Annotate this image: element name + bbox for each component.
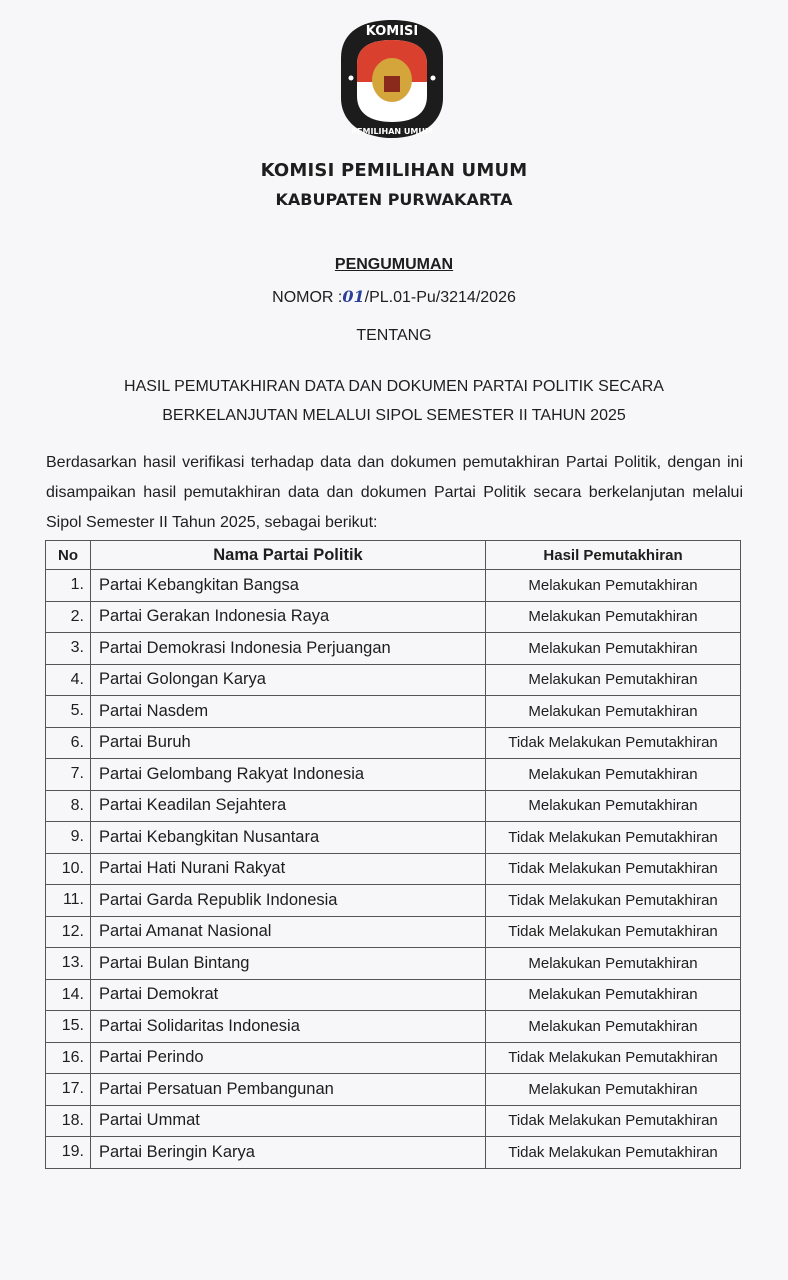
org-region: KABUPATEN PURWAKARTA bbox=[275, 190, 513, 209]
party-results-table bbox=[45, 540, 741, 1169]
emblem-top-text: KOMISI bbox=[365, 24, 419, 39]
party-name: Partai Golongan Karya bbox=[91, 664, 486, 696]
table-row bbox=[46, 1105, 741, 1137]
intro-paragraph: Berdasarkan hasil verifikasi terhadap data dan dokumen pemutakhiran Partai Politik, dengan ini disampaikan hasil pemutakhiran data dan dokumen Partai Politik secara berkelanjutan melalui Sipol Semester II Tahun 2025, sebagai berikut: bbox=[46, 454, 743, 531]
row-number: 3. bbox=[46, 633, 91, 665]
table-row bbox=[46, 1042, 741, 1074]
table-row bbox=[46, 664, 741, 696]
update-result: Melakukan Pemutakhiran bbox=[486, 1074, 741, 1106]
update-result: Melakukan Pemutakhiran bbox=[486, 696, 741, 728]
party-name: Partai Amanat Nasional bbox=[91, 916, 486, 948]
kpu-emblem-icon bbox=[337, 18, 447, 140]
party-name: Partai Gelombang Rakyat Indonesia bbox=[91, 759, 486, 791]
table-row bbox=[46, 696, 741, 728]
party-name: Partai Beringin Karya bbox=[91, 1137, 486, 1169]
row-number: 10. bbox=[46, 853, 91, 885]
update-result: Tidak Melakukan Pemutakhiran bbox=[486, 822, 741, 854]
row-number: 16. bbox=[46, 1042, 91, 1074]
announcement-title: PENGUMUMAN bbox=[334, 256, 454, 273]
header-party-name: Nama Partai Politik bbox=[91, 541, 486, 570]
header-result: Hasil Pemutakhiran bbox=[486, 541, 741, 570]
announcement-number bbox=[0, 287, 788, 307]
update-result: Tidak Melakukan Pemutakhiran bbox=[486, 1042, 741, 1074]
row-number: 13. bbox=[46, 948, 91, 980]
table-row bbox=[46, 916, 741, 948]
about-label: TENTANG bbox=[356, 327, 432, 344]
party-name: Partai Kebangkitan Nusantara bbox=[91, 822, 486, 854]
party-name: Partai Ummat bbox=[91, 1105, 486, 1137]
update-result: Melakukan Pemutakhiran bbox=[486, 601, 741, 633]
row-number: 8. bbox=[46, 790, 91, 822]
table-row bbox=[46, 759, 741, 791]
table-row bbox=[46, 790, 741, 822]
update-result: Melakukan Pemutakhiran bbox=[486, 1011, 741, 1043]
update-result: Tidak Melakukan Pemutakhiran bbox=[486, 1105, 741, 1137]
header-no: No bbox=[46, 541, 91, 570]
party-name: Partai Nasdem bbox=[91, 696, 486, 728]
row-number: 5. bbox=[46, 696, 91, 728]
row-number: 4. bbox=[46, 664, 91, 696]
update-result: Tidak Melakukan Pemutakhiran bbox=[486, 1137, 741, 1169]
table-row bbox=[46, 633, 741, 665]
update-result: Tidak Melakukan Pemutakhiran bbox=[486, 727, 741, 759]
number-prefix: NOMOR : bbox=[272, 289, 343, 306]
row-number: 1. bbox=[46, 570, 91, 602]
table-row bbox=[46, 727, 741, 759]
update-result: Melakukan Pemutakhiran bbox=[486, 633, 741, 665]
row-number: 17. bbox=[46, 1074, 91, 1106]
party-name: Partai Gerakan Indonesia Raya bbox=[91, 601, 486, 633]
update-result: Melakukan Pemutakhiran bbox=[486, 979, 741, 1011]
party-name: Partai Perindo bbox=[91, 1042, 486, 1074]
party-name: Partai Kebangkitan Bangsa bbox=[91, 570, 486, 602]
table-row bbox=[46, 979, 741, 1011]
update-result: Tidak Melakukan Pemutakhiran bbox=[486, 885, 741, 917]
table-row bbox=[46, 1074, 741, 1106]
table-row bbox=[46, 1011, 741, 1043]
row-number: 7. bbox=[46, 759, 91, 791]
table-header-row bbox=[46, 541, 741, 570]
row-number: 12. bbox=[46, 916, 91, 948]
party-name: Partai Bulan Bintang bbox=[91, 948, 486, 980]
table-row bbox=[46, 885, 741, 917]
update-result: Tidak Melakukan Pemutakhiran bbox=[486, 916, 741, 948]
row-number: 19. bbox=[46, 1137, 91, 1169]
row-number: 15. bbox=[46, 1011, 91, 1043]
row-number: 2. bbox=[46, 601, 91, 633]
update-result: Melakukan Pemutakhiran bbox=[486, 948, 741, 980]
party-name: Partai Persatuan Pembangunan bbox=[91, 1074, 486, 1106]
table-row bbox=[46, 1137, 741, 1169]
row-number: 18. bbox=[46, 1105, 91, 1137]
org-name: KOMISI PEMILIHAN UMUM bbox=[260, 160, 528, 181]
row-number: 9. bbox=[46, 822, 91, 854]
number-suffix: /PL.01-Pu/3214/2026 bbox=[364, 289, 516, 306]
update-result: Tidak Melakukan Pemutakhiran bbox=[486, 853, 741, 885]
table-row bbox=[46, 948, 741, 980]
row-number: 11. bbox=[46, 885, 91, 917]
row-number: 6. bbox=[46, 727, 91, 759]
emblem-bottom-text: PEMILIHAN UMUM bbox=[351, 127, 433, 136]
subject-line-2: BERKELANJUTAN MELALUI SIPOL SEMESTER II TAHUN 2025 bbox=[162, 407, 626, 424]
update-result: Melakukan Pemutakhiran bbox=[486, 570, 741, 602]
row-number: 14. bbox=[46, 979, 91, 1011]
table-row bbox=[46, 853, 741, 885]
announcement-subject bbox=[0, 372, 788, 430]
party-name: Partai Garda Republik Indonesia bbox=[91, 885, 486, 917]
subject-line-1: HASIL PEMUTAKHIRAN DATA DAN DOKUMEN PARTAI POLITIK SECARA bbox=[124, 378, 664, 395]
party-name: Partai Solidaritas Indonesia bbox=[91, 1011, 486, 1043]
update-result: Melakukan Pemutakhiran bbox=[486, 759, 741, 791]
handwritten-number: 01 bbox=[342, 287, 365, 306]
update-result: Melakukan Pemutakhiran bbox=[486, 664, 741, 696]
party-name: Partai Demokrat bbox=[91, 979, 486, 1011]
party-name: Partai Hati Nurani Rakyat bbox=[91, 853, 486, 885]
table-row bbox=[46, 570, 741, 602]
table-row bbox=[46, 822, 741, 854]
update-result: Melakukan Pemutakhiran bbox=[486, 790, 741, 822]
party-name: Partai Keadilan Sejahtera bbox=[91, 790, 486, 822]
party-name: Partai Demokrasi Indonesia Perjuangan bbox=[91, 633, 486, 665]
party-name: Partai Buruh bbox=[91, 727, 486, 759]
table-row bbox=[46, 601, 741, 633]
